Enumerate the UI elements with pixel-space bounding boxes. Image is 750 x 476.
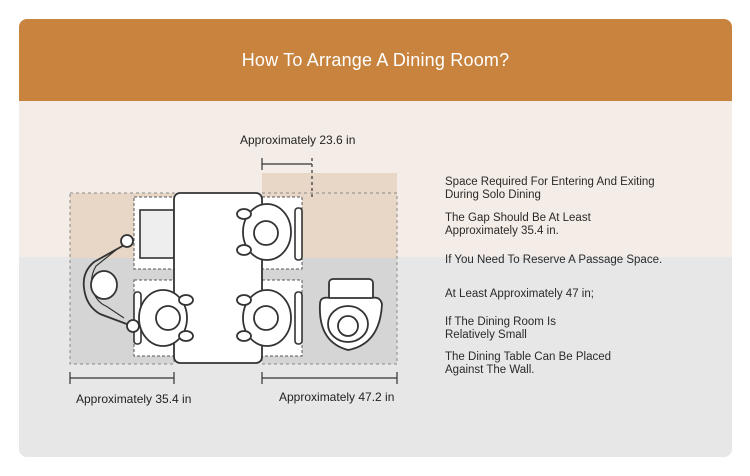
- note-gap: [445, 212, 695, 238]
- note-solo-space-line-2: During Solo Dining: [445, 189, 541, 201]
- note-against-wall-line-2: Against The Wall.: [445, 364, 535, 376]
- note-solo-space-line-1: Space Required For Entering And Exiting: [445, 176, 655, 188]
- note-gap-line-1: The Gap Should Be At Least: [445, 212, 591, 224]
- page-title: How To Arrange A Dining Room?: [241, 49, 510, 70]
- diner-bottom-left: [139, 290, 193, 346]
- bottom-left-dimension-line: [70, 372, 174, 384]
- left-top-chair-seat: [140, 210, 174, 258]
- note-passage: [445, 254, 695, 267]
- note-gap-line-2: Approximately 35.4 in.: [445, 225, 559, 237]
- note-passage-line: If You Need To Reserve A Passage Space.: [445, 254, 663, 266]
- diner-bottom-right: [237, 290, 291, 346]
- note-small-room-line-1: If The Dining Room Is: [445, 316, 557, 328]
- dimension-label-bottom-left: Approximately 35.4 in: [76, 392, 192, 406]
- dimension-label-bottom-right: Approximately 47.2 in: [279, 390, 395, 404]
- note-small-room: [445, 316, 695, 342]
- note-against-wall-line-1: The Dining Table Can Be Placed: [445, 351, 612, 363]
- note-at-least-line: At Least Approximately 47 in;: [445, 288, 594, 300]
- note-at-least: [445, 288, 695, 301]
- note-against-wall: [445, 351, 695, 377]
- diner-top-right: [237, 204, 291, 260]
- right-bottom-chair-back: [295, 292, 302, 344]
- note-solo-space: [445, 176, 695, 202]
- right-top-chair-back: [295, 208, 302, 260]
- note-small-room-line-2: Relatively Small: [445, 329, 527, 341]
- bottom-right-dimension-line: [262, 372, 397, 384]
- dimension-label-top: Approximately 23.6 in: [240, 133, 356, 147]
